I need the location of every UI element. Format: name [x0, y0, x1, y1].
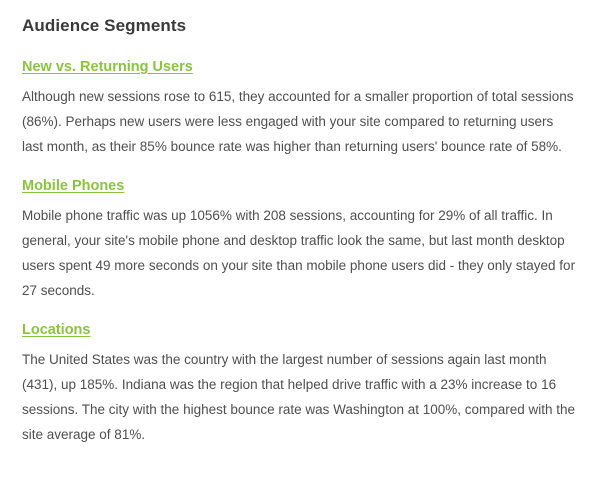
section-body-new-vs-returning-users: Although new sessions rose to 615, they accounted for a smaller proportion of total sessions (86%). Perhaps new users were less engaged with your site compared to returning users last month, as their 85% bounce rate was higher than returning users' bounce rate of 58%.	[22, 89, 574, 154]
section-heading-locations[interactable]: Locations	[22, 322, 91, 338]
section-heading-new-vs-returning-users[interactable]: New vs. Returning Users	[22, 59, 193, 75]
section-body-locations: The United States was the country with the largest number of sessions again last month (431), up 185%. Indiana was the region that helped drive traffic with a 23% increase to 16 sessions. The city with the highest bounce rate was Washington at 100%, compared with the site average of 81%.	[22, 352, 576, 442]
section-mobile-phones	[22, 177, 578, 303]
page-title: Audience Segments	[22, 16, 187, 35]
section-heading-mobile-phones[interactable]: Mobile Phones	[22, 178, 125, 194]
section-body-mobile-phones: Mobile phone traffic was up 1056% with 208 sessions, accounting for 29% of all traffic. In general, your site's mobile phone and desktop traffic look the same, but last month desktop users spent 49 more seconds on your site than mobile phone users did - they only stayed for 27 seconds.	[22, 208, 576, 298]
section-locations	[22, 321, 578, 447]
section-new-vs-returning-users	[22, 58, 578, 159]
